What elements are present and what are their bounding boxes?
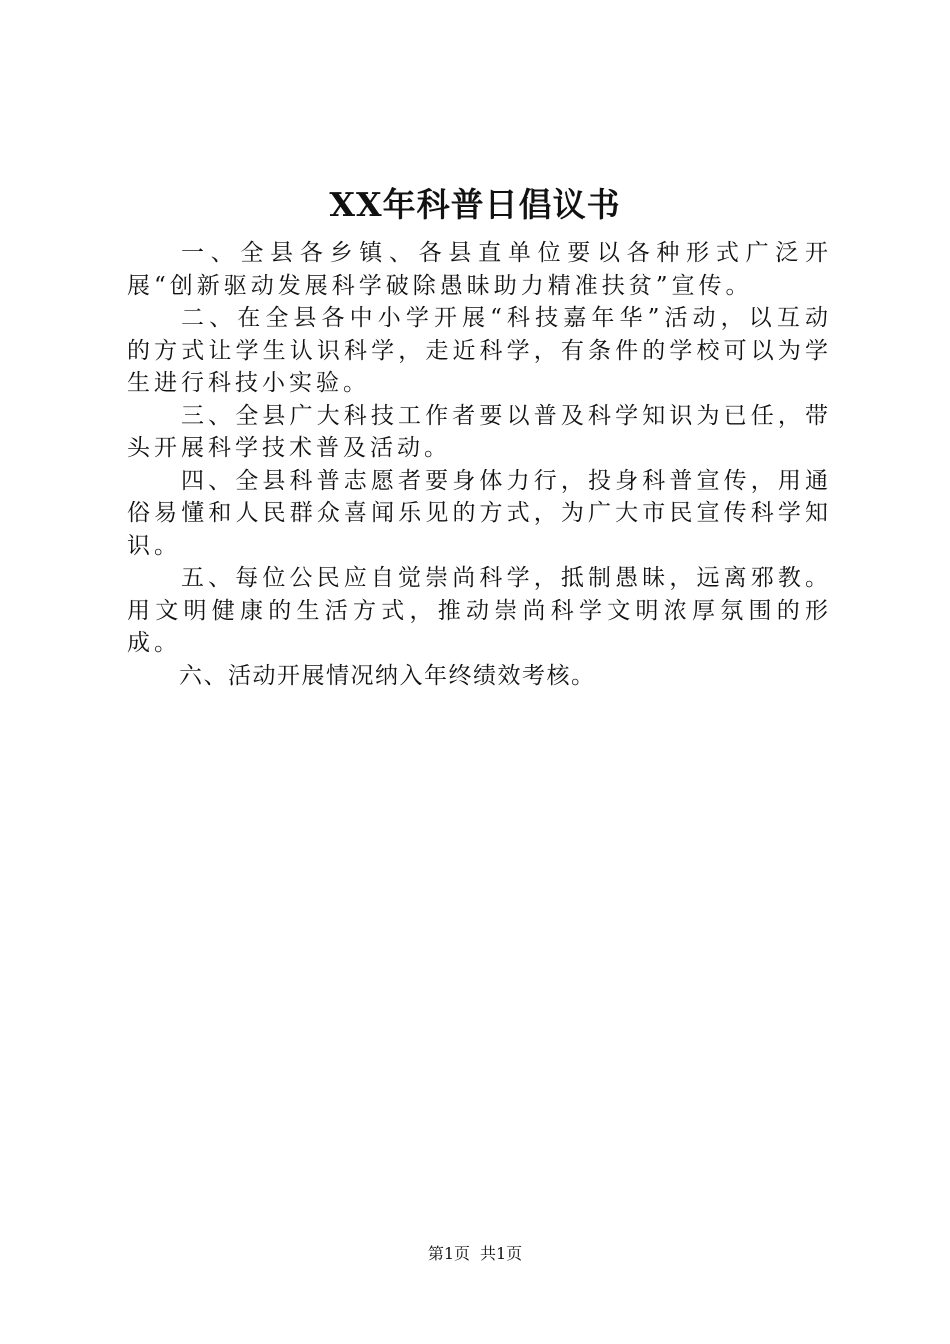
document-body [127,237,832,692]
paragraph-4: 四、全县科普志愿者要身体力行，投身科普宣传，用通俗易懂和人民群众喜闻乐见的方式，为广大市民宣传科学知识。 [127,467,832,559]
paragraph-5: 五、每位公民应自觉崇尚科学，抵制愚昧，远离邪教。用文明健康的生活方式，推动崇尚科学文明浓厚氛围的形成。 [127,565,832,656]
document-title: XX年科普日倡议书 [329,185,621,224]
paragraph-1: 一、全县各乡镇、各县直单位要以各种形式广泛开展“创新驱动发展科学破除愚昧助力精准扶贫”宣传。 [127,240,832,299]
page-number-label: 第1页 [427,1244,470,1263]
page-total-label: 共1页 [480,1244,523,1263]
page-footer [0,1243,950,1265]
paragraph-6: 六、活动开展情况纳入年终绩效考核。 [179,662,596,689]
paragraph-3: 三、全县广大科技工作者要以普及科学知识为已任，带头开展科学技术普及活动。 [127,402,832,461]
paragraph-2: 二、在全县各中小学开展“科技嘉年华”活动，以互动的方式让学生认识科学，走近科学，有条件的学校可以为学生进行科技小实验。 [127,305,832,396]
